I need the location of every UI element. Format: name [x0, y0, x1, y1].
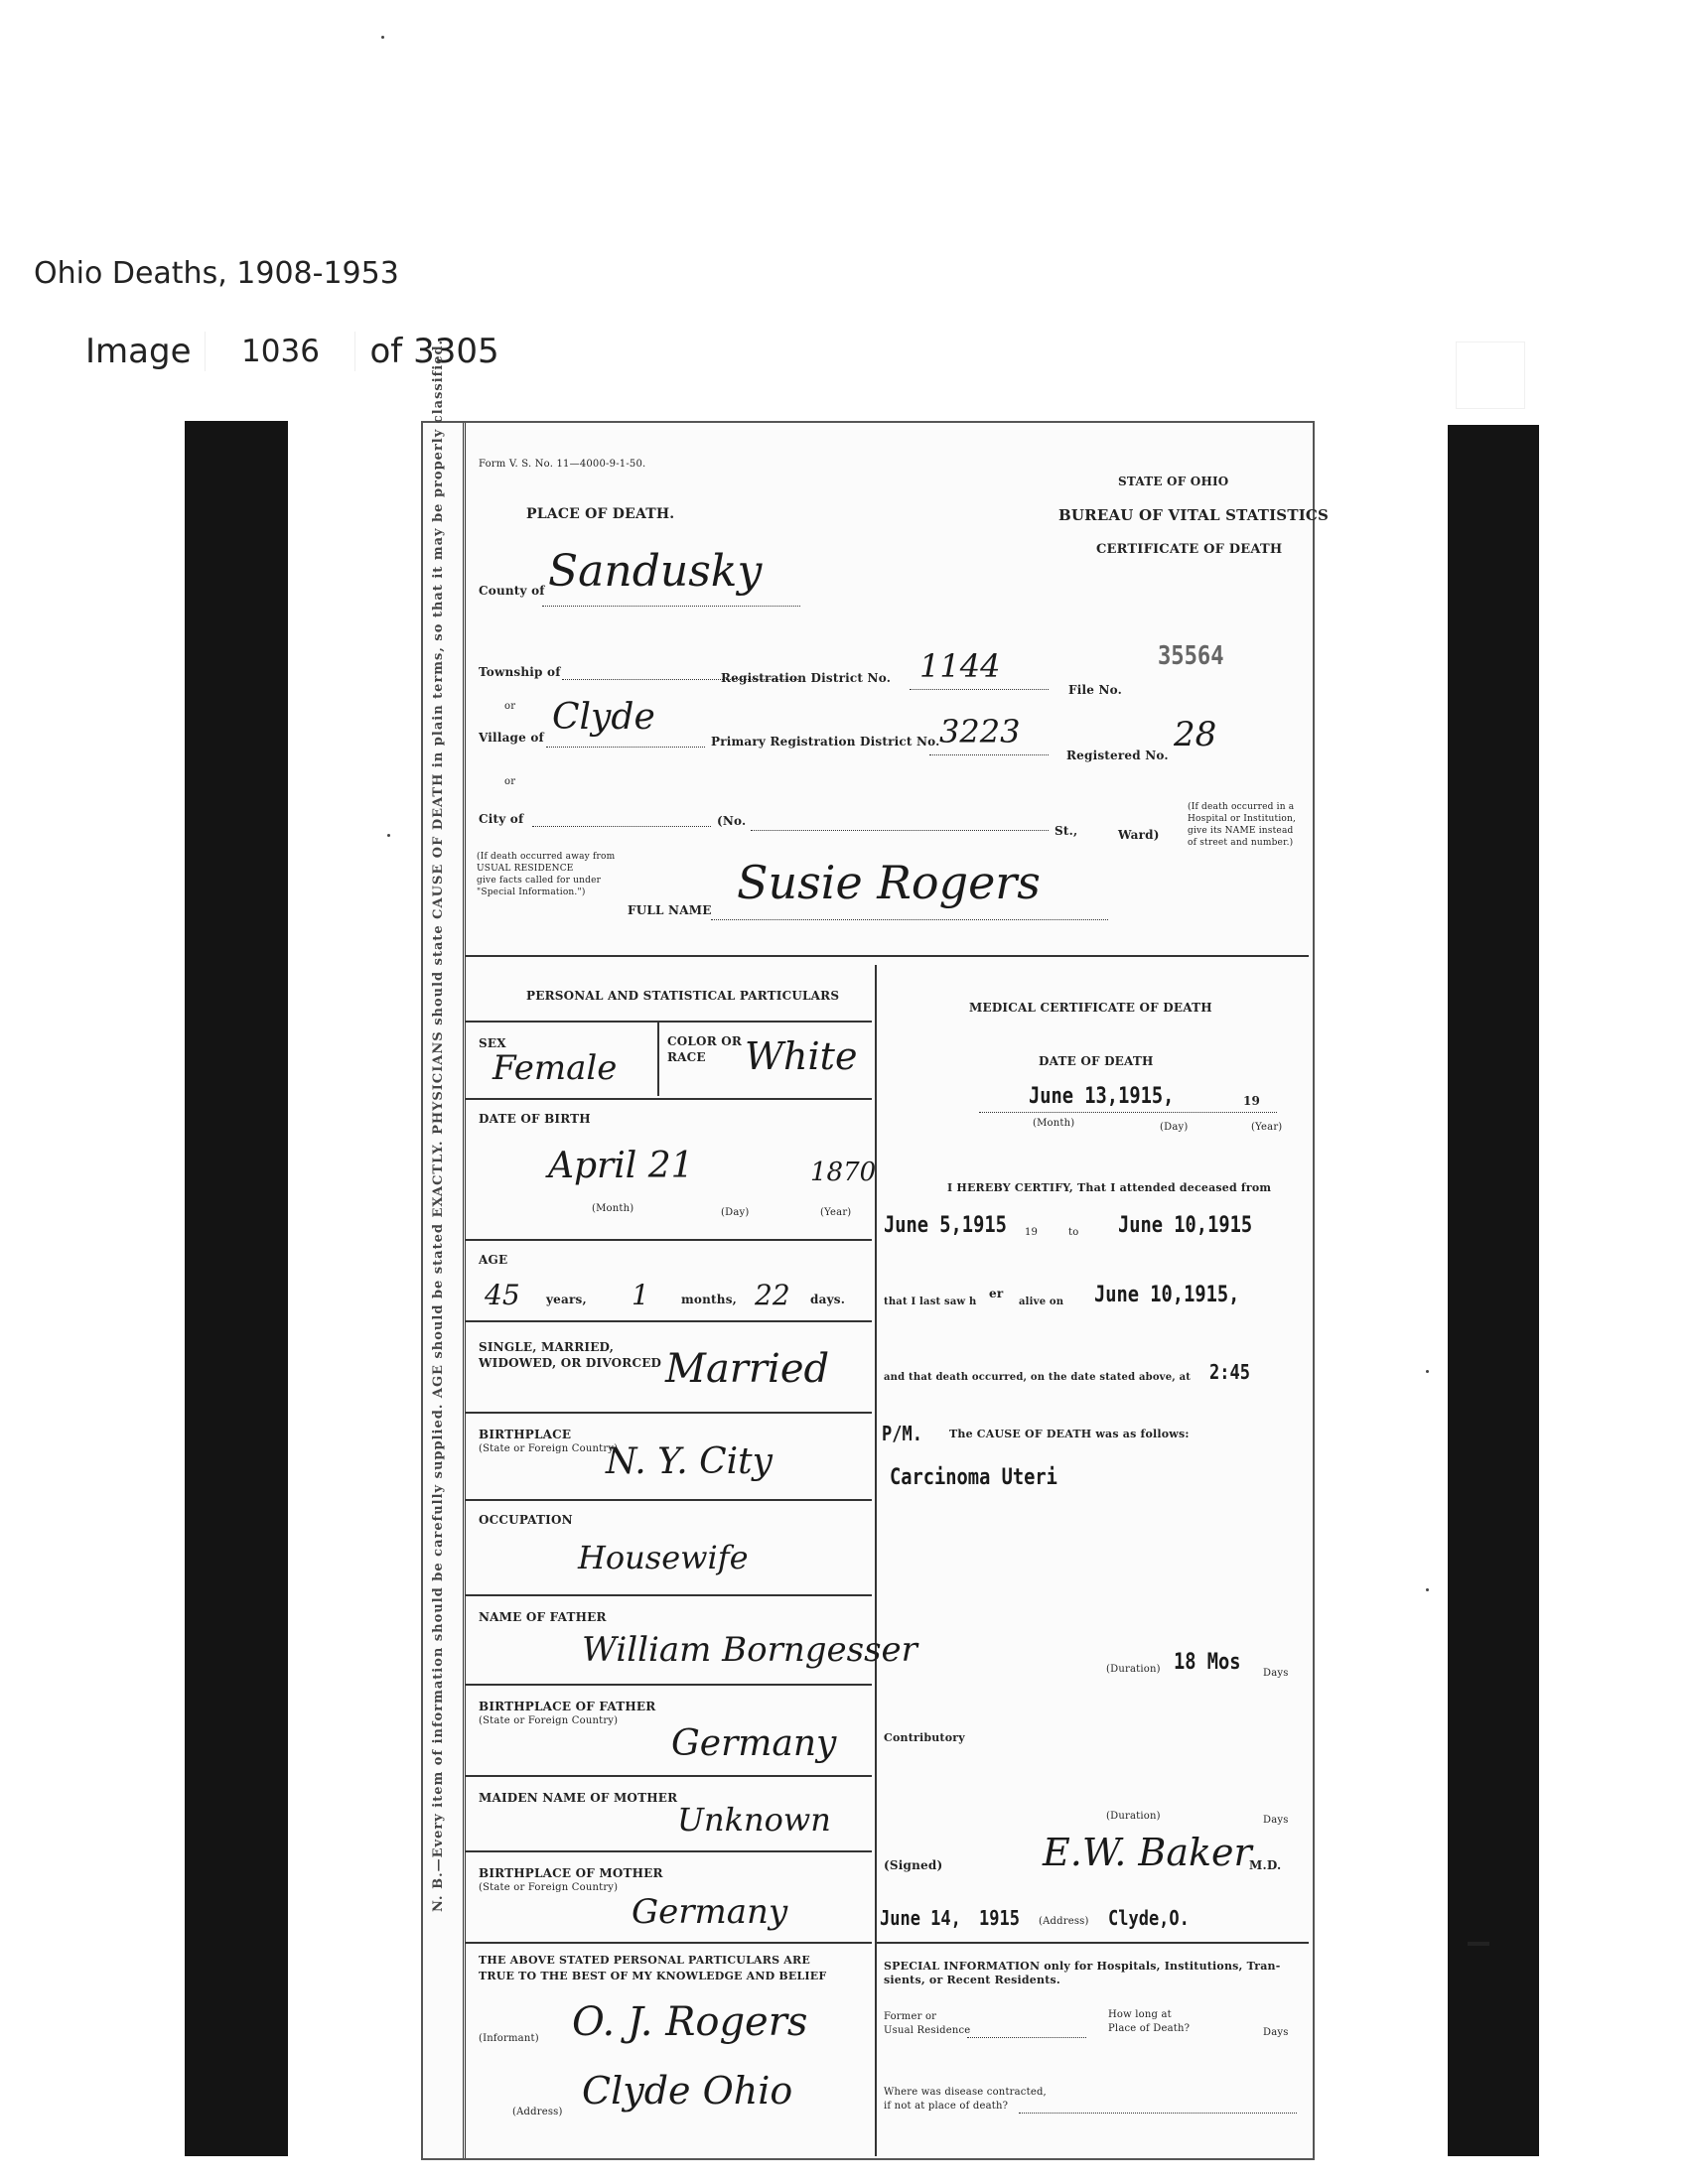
- days-label: days.: [810, 1293, 846, 1306]
- former-residence-label-2: Usual Residence: [884, 2025, 971, 2036]
- dob-month-label: (Month): [592, 1203, 634, 1214]
- next-image-button[interactable]: [1456, 341, 1525, 409]
- dod-month-label: (Month): [1033, 1118, 1075, 1129]
- full-name-label: FULL NAME: [628, 903, 712, 917]
- county-value: Sandusky: [548, 546, 763, 597]
- father-birthplace-sub: (State or Foreign Country): [479, 1715, 619, 1726]
- father-name-rule: [465, 1684, 872, 1686]
- section-divider: [465, 955, 1309, 957]
- left-scan-border: [185, 421, 288, 2156]
- dod-year-label: (Year): [1251, 1122, 1283, 1133]
- informant-value: O. J. Rogers: [572, 1999, 808, 2045]
- mother-name-label: MAIDEN NAME OF MOTHER: [479, 1791, 678, 1805]
- last-saw-text: that I last saw h: [884, 1297, 977, 1307]
- where-contracted-line: [1019, 2113, 1297, 2114]
- village-label: Village of: [479, 731, 544, 745]
- informant-address-label: (Address): [512, 2107, 563, 2117]
- former-residence-line: [967, 2037, 1086, 2038]
- image-label: Image: [85, 332, 192, 371]
- father-birthplace-rule: [465, 1775, 872, 1777]
- image-number-input[interactable]: 1036: [205, 332, 355, 371]
- father-birthplace-label: BIRTHPLACE OF FATHER: [479, 1700, 656, 1713]
- how-long-label-1: How long at: [1108, 2009, 1172, 2020]
- hospital-note-1: (If death occurred in a: [1188, 802, 1295, 812]
- personal-heading-rule: [465, 1021, 872, 1023]
- months-label: months,: [681, 1293, 738, 1306]
- death-time: 2:45: [1209, 1360, 1250, 1384]
- signed-address-label: (Address): [1039, 1916, 1089, 1927]
- birthplace-value: N. Y. City: [606, 1441, 773, 1482]
- birthplace-sub: (State or Foreign Country): [479, 1443, 619, 1454]
- date-of-death-label: DATE OF DEATH: [1039, 1054, 1154, 1068]
- age-days: 22: [755, 1279, 790, 1311]
- county-label: County of: [479, 584, 545, 598]
- dob-value: April 21: [548, 1146, 694, 1186]
- years-label: years,: [546, 1293, 587, 1306]
- duration-label: (Duration): [1106, 1664, 1161, 1675]
- death-certificate-image: [421, 339, 1330, 2160]
- ward-label: Ward): [1118, 828, 1160, 842]
- mother-birthplace-rule: [465, 1942, 872, 1944]
- dob-year: 1870: [810, 1158, 877, 1187]
- informant-address-value: Clyde Ohio: [582, 2069, 793, 2113]
- date-of-death-line: [979, 1112, 1277, 1113]
- registered-no-value: 28: [1174, 715, 1217, 754]
- collection-title: Ohio Deaths, 1908-1953: [34, 256, 399, 291]
- right-scan-border: [1448, 425, 1539, 2156]
- side-instructions: [423, 339, 466, 2158]
- village-line: [546, 747, 705, 748]
- color-label-1: COLOR OR: [667, 1034, 743, 1048]
- hospital-note-2: Hospital or Institution,: [1188, 814, 1297, 824]
- township-label: Township of: [479, 665, 561, 679]
- image-total: of 3305: [369, 332, 499, 371]
- full-name-line: [711, 919, 1108, 920]
- street-no-label: (No.: [717, 814, 747, 828]
- sex-color-divider: [657, 1023, 659, 1096]
- alive-on-label: alive on: [1019, 1297, 1064, 1307]
- how-long-days-label: Days: [1263, 2027, 1289, 2038]
- occupation-rule: [465, 1594, 872, 1596]
- or-label-2: or: [504, 776, 516, 787]
- certify-text: I HEREBY CERTIFY, That I attended deceased from: [947, 1181, 1272, 1194]
- informant-label: (Informant): [479, 2033, 539, 2044]
- mother-birthplace-label: BIRTHPLACE OF MOTHER: [479, 1866, 663, 1880]
- where-contracted-1: Where was disease contracted,: [884, 2087, 1047, 2098]
- where-contracted-2: if not at place of death?: [884, 2101, 1009, 2112]
- md-label: M.D.: [1249, 1858, 1282, 1872]
- scan-speck: [1426, 1370, 1429, 1373]
- signed-date: June 14,: [880, 1906, 961, 1930]
- marital-value: Married: [665, 1346, 830, 1392]
- registered-no-label: Registered No.: [1066, 749, 1169, 762]
- sex-rule: [465, 1098, 872, 1100]
- file-no-label: File No.: [1068, 683, 1122, 697]
- duration-label-2: (Duration): [1106, 1811, 1161, 1822]
- medical-heading: MEDICAL CERTIFICATE OF DEATH: [969, 1001, 1212, 1015]
- scan-speck: [381, 36, 384, 39]
- contributory-label: Contributory: [884, 1731, 965, 1744]
- sex-label: SEX: [479, 1036, 506, 1050]
- marital-label-1: SINGLE, MARRIED,: [479, 1340, 615, 1354]
- age-rule: [465, 1320, 872, 1322]
- duration-value: 18 Mos: [1174, 1650, 1241, 1675]
- county-line: [542, 606, 800, 607]
- color-value: White: [745, 1034, 858, 1078]
- usual-res-note-2: USUAL RESIDENCE: [477, 864, 574, 874]
- father-name-value: William Borngesser: [582, 1630, 917, 1670]
- usual-res-note-1: (If death occurred away from: [477, 852, 616, 862]
- primary-reg-label: Primary Registration District No.: [711, 735, 940, 749]
- occupation-value: Housewife: [578, 1539, 749, 1576]
- informant-statement-2: TRUE TO THE BEST OF MY KNOWLEDGE AND BELIEF: [479, 1970, 827, 1982]
- hospital-note-3: give its NAME instead: [1188, 826, 1294, 836]
- dob-rule: [465, 1239, 872, 1241]
- to-label-19: 19: [1025, 1227, 1039, 1238]
- village-value: Clyde: [552, 697, 655, 738]
- occupation-label: OCCUPATION: [479, 1513, 573, 1527]
- age-months: 1: [632, 1279, 649, 1311]
- file-no-value: 35564: [1158, 641, 1224, 671]
- marital-label-2: WIDOWED, OR DIVORCED: [479, 1356, 662, 1370]
- dob-label: DATE OF BIRTH: [479, 1112, 591, 1126]
- father-name-label: NAME OF FATHER: [479, 1610, 607, 1624]
- date-of-death-year: 19: [1243, 1094, 1261, 1108]
- city-line: [532, 826, 711, 827]
- age-label: AGE: [479, 1253, 508, 1267]
- form-number: Form V. S. No. 11—4000-9-1-50.: [479, 459, 646, 470]
- signed-year: 1915: [979, 1906, 1020, 1930]
- column-divider: [875, 965, 877, 2156]
- birthplace-rule: [465, 1499, 872, 1501]
- reg-district-value: 1144: [919, 647, 1001, 685]
- primary-reg-value: 3223: [939, 713, 1021, 751]
- scan-mark: [1468, 1942, 1489, 1946]
- full-name-value: Susie Rogers: [737, 856, 1041, 909]
- sex-value: Female: [492, 1048, 618, 1088]
- or-label-1: or: [504, 701, 516, 712]
- color-label-2: RACE: [667, 1050, 706, 1064]
- how-long-label-2: Place of Death?: [1108, 2023, 1191, 2034]
- mother-name-rule: [465, 1850, 872, 1852]
- marital-rule: [465, 1412, 872, 1414]
- place-of-death-heading: PLACE OF DEATH.: [526, 506, 675, 522]
- pm-value: P/M.: [882, 1422, 922, 1445]
- special-info-2: sients, or Recent Residents.: [884, 1974, 1060, 1986]
- death-occurred-text: and that death occurred, on the date stated above, at: [884, 1372, 1192, 1383]
- scan-speck: [1426, 1588, 1429, 1591]
- signed-label: (Signed): [884, 1858, 943, 1872]
- special-info-1: SPECIAL INFORMATION only for Hospitals, Institutions, Tran-: [884, 1960, 1281, 1973]
- former-residence-label-1: Former or: [884, 2011, 937, 2022]
- dob-day-label: (Day): [721, 1207, 750, 1218]
- last-saw-value: June 10,1915,: [1094, 1283, 1240, 1307]
- signed-rule: [875, 1942, 1309, 1944]
- hospital-note-4: of street and number.): [1188, 838, 1294, 848]
- primary-reg-line: [929, 754, 1049, 755]
- street-label: St.,: [1055, 824, 1078, 838]
- signed-value: E.W. Baker: [1043, 1831, 1252, 1874]
- bureau-heading: BUREAU OF VITAL STATISTICS: [1058, 506, 1330, 524]
- personal-heading: PERSONAL AND STATISTICAL PARTICULARS: [526, 989, 840, 1003]
- state-heading: STATE OF OHIO: [1118, 475, 1229, 488]
- mother-birthplace-value: Germany: [632, 1892, 788, 1932]
- city-label: City of: [479, 812, 524, 826]
- father-birthplace-value: Germany: [671, 1723, 837, 1764]
- to-label: to: [1068, 1227, 1079, 1238]
- cause-text: The CAUSE OF DEATH was as follows:: [949, 1428, 1190, 1440]
- attended-from: June 5,1915: [884, 1213, 1007, 1238]
- scan-speck: [387, 834, 390, 837]
- dob-year-label: (Year): [820, 1207, 852, 1218]
- reg-district-label: Registration District No.: [721, 671, 892, 685]
- dod-day-label: (Day): [1160, 1122, 1189, 1133]
- duration-days-label: Days: [1263, 1668, 1289, 1679]
- attended-to: June 10,1915: [1118, 1213, 1253, 1238]
- last-saw-her: er: [989, 1287, 1004, 1300]
- cause-value: Carcinoma Uteri: [890, 1465, 1057, 1490]
- age-years: 45: [485, 1279, 520, 1311]
- side-instructions-text: N. B.—Every item of information should be carefully supplied. AGE should be stated EXACTLY. PHYSICIANS should state CAUSE OF DEATH in plain terms, so that it may be properly classified.: [431, 339, 446, 1912]
- usual-res-note-3: give facts called for under: [477, 876, 602, 886]
- street-line: [751, 830, 1049, 831]
- birthplace-label: BIRTHPLACE: [479, 1428, 572, 1441]
- reg-district-line: [910, 689, 1049, 690]
- duration-days-label-2: Days: [1263, 1815, 1289, 1826]
- usual-res-note-4: "Special Information."): [477, 887, 586, 897]
- informant-statement-1: THE ABOVE STATED PERSONAL PARTICULARS ARE: [479, 1954, 810, 1967]
- signed-address-value: Clyde,O.: [1108, 1906, 1190, 1930]
- certificate-title: CERTIFICATE OF DEATH: [1096, 542, 1283, 557]
- mother-name-value: Unknown: [677, 1801, 831, 1839]
- mother-birthplace-sub: (State or Foreign Country): [479, 1882, 619, 1893]
- date-of-death-value: June 13,1915,: [1029, 1084, 1175, 1109]
